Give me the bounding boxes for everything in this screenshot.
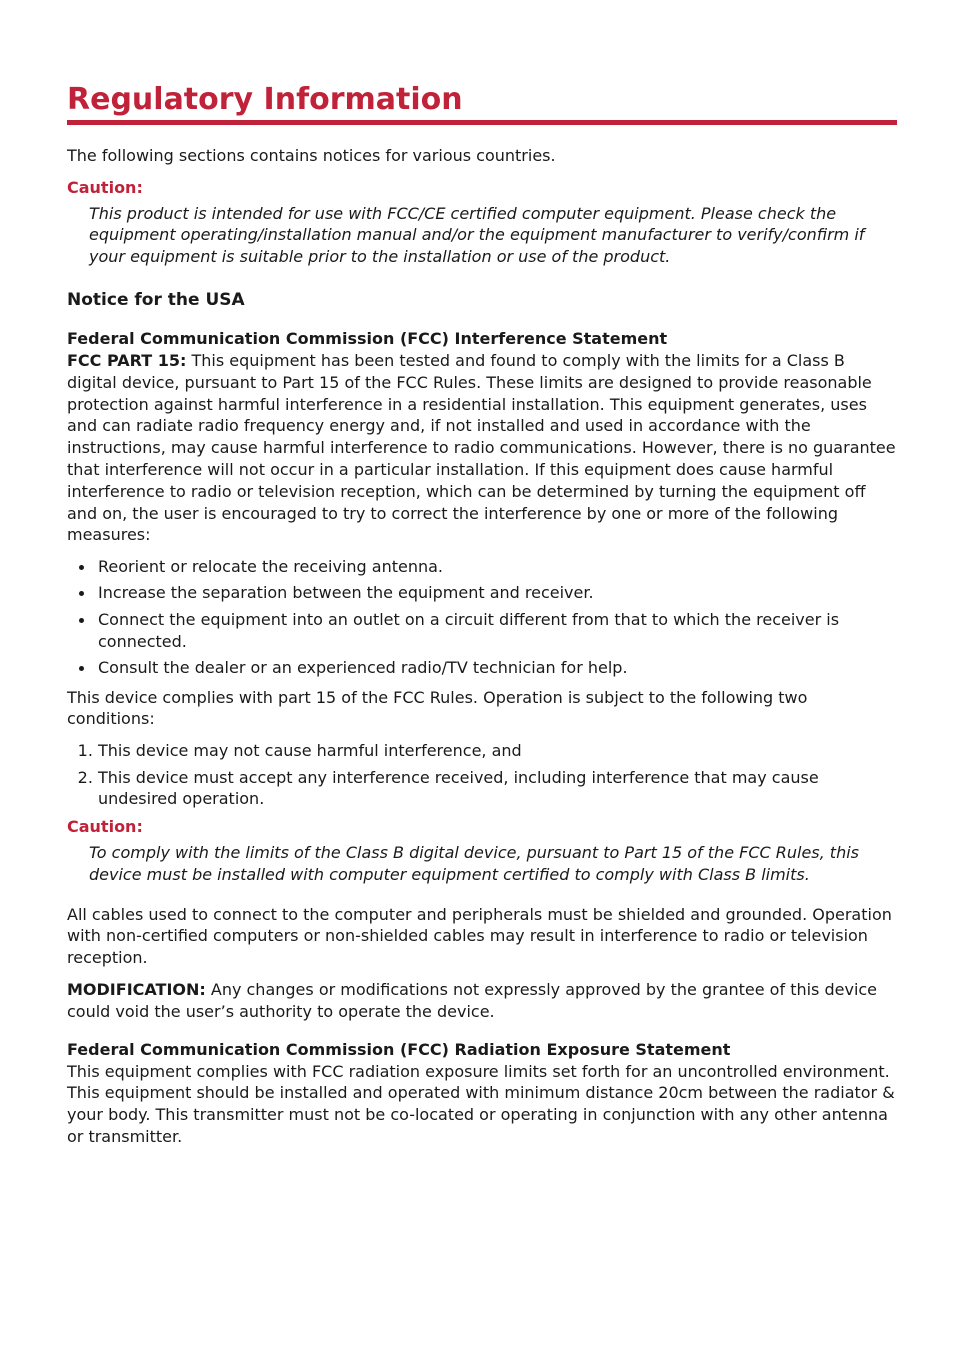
modification-paragraph [67, 979, 897, 1023]
list-item: Reorient or relocate the receiving antenna. [98, 556, 897, 578]
caution-label: Caution: [67, 817, 143, 837]
fcc-part15-text: This equipment has been tested and found to comply with the limits for a Class B digital device, pursuant to Part 15 of the FCC Rules. These limits are designed to provide reasonable protection against harmful interference in a residential installation. This equipment generates, uses and can radiate radio frequency energy and, if not installed and used in accordance with the instructions, may cause harmful interference to radio communications. However, there is no guarantee that interference will not occur in a particular installation. If this equipment does cause harmful interference to radio or television reception, which can be determined by turning the equipment off and on, the user is encouraged to try to correct the interference by one or more of the following measures: [67, 350, 896, 545]
bullet-icon [79, 565, 84, 570]
list-item: Increase the separation between the equipment and receiver. [98, 582, 897, 604]
fcc-radiation-heading: Federal Communication Commission (FCC) Radiation Exposure Statement [67, 1039, 731, 1059]
intro-text: The following sections contains notices for various countries. [67, 146, 556, 165]
measures-list [67, 556, 897, 678]
caution-label: Caution: [67, 177, 143, 197]
fcc-interference-heading: Federal Communication Commission (FCC) Interference Statement [67, 328, 668, 348]
list-item: Connect the equipment into an outlet on a circuit different from that to which the receiver is connected. [98, 609, 897, 653]
conditions-intro: This device complies with part 15 of the FCC Rules. Operation is subject to the following two conditions: [67, 687, 808, 729]
cables-paragraph: All cables used to connect to the computer and peripherals must be shielded and grounded. Operation with non-certified computers or non-shielded cables may result in interference to radio or television reception. [67, 904, 892, 968]
modification-label: MODIFICATION: [67, 979, 206, 999]
bullet-icon [79, 591, 84, 596]
caution-text: This product is intended for use with FCC/CE certified computer equipment. Please check the equipment operating/installation manual and/or the equipment manufacturer to verify/confirm if your equipment is suitable prior to the installation or use of the product. [89, 203, 865, 267]
fcc-part15-label: FCC PART 15: [67, 350, 187, 370]
fcc-part15-paragraph [67, 350, 897, 546]
list-item: 2. This device must accept any interference received, including interference that may cause undesired operation. [98, 767, 897, 811]
page-title: Regulatory Information [67, 82, 897, 125]
fcc-radiation-text: This equipment complies with FCC radiation exposure limits set forth for an uncontrolled environment. This equipment should be installed and operated with minimum distance 20cm between the radiator & your body. This transmitter must not be co-located or operating in conjunction with any other antenna or transmitter. [67, 1061, 895, 1146]
bullet-icon [79, 618, 84, 623]
usa-notice-heading: Notice for the USA [67, 289, 245, 310]
bullet-icon [79, 666, 84, 671]
caution-text: To comply with the limits of the Class B digital device, pursuant to Part 15 of the FCC Rules, this device must be installed with computer equipment certified to comply with Class B limits. [89, 842, 859, 884]
list-item: 1. This device may not cause harmful interference, and [98, 740, 897, 762]
modification-text: Any changes or modifications not expressly approved by the grantee of this device could void the user’s authority to operate the device. [67, 979, 878, 1021]
list-item: Consult the dealer or an experienced radio/TV technician for help. [98, 657, 897, 679]
conditions-list [67, 740, 897, 810]
